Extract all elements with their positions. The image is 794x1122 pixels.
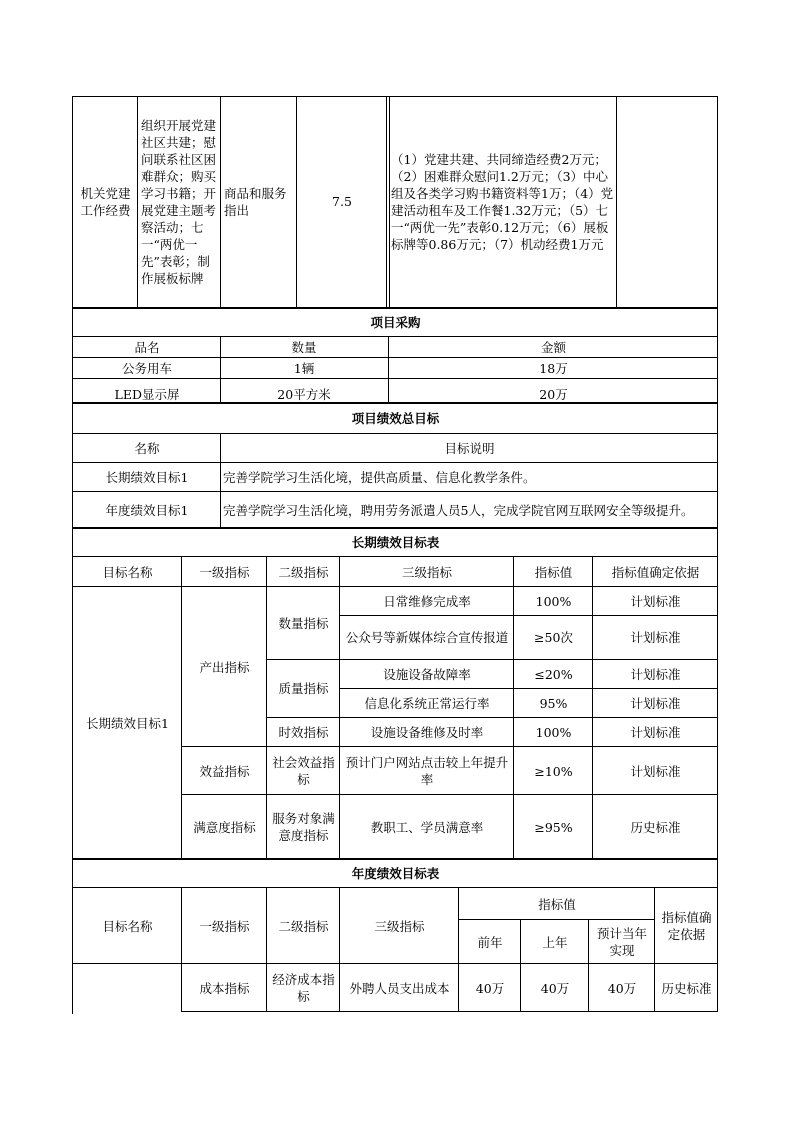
lt-level2: 社会效益指标 — [272, 755, 335, 787]
lt-level3: 设施设备故障率 — [383, 666, 471, 682]
an-level2: 经济成本指标 — [272, 972, 335, 1004]
lt-value: 100% — [535, 725, 572, 740]
an-header-level1: 一级指标 — [199, 918, 250, 934]
lt-value: 100% — [535, 594, 572, 609]
long-term-title: 长期绩效目标表 — [351, 535, 440, 550]
lt-basis: 计划标准 — [630, 666, 681, 682]
an-last: 40万 — [540, 980, 570, 996]
lt-value: ≤20% — [534, 666, 573, 682]
overall-row-name: 长期绩效目标1 — [105, 470, 189, 485]
lt-header-level3: 三级指标 — [401, 564, 452, 580]
lt-level3: 设施设备维修及时率 — [370, 725, 484, 740]
expense-content: 组织开展党建社区共建；慰问联系社区困难群众；购买学习书籍；开展党建主题考察活动；七一“两优一先”表彰；制作展板标牌 — [141, 117, 217, 286]
expense-category: 商品和服务指出 — [224, 185, 287, 218]
an-prev: 40万 — [475, 980, 505, 996]
lt-basis: 计划标准 — [630, 630, 681, 645]
an-level1: 成本指标 — [199, 980, 250, 996]
procurement-row-name: 公务用车 — [121, 361, 172, 376]
an-header-forecast: 预计当年实现 — [596, 926, 647, 958]
lt-level1: 满意度指标 — [193, 819, 256, 835]
lt-header-level1: 一级指标 — [199, 564, 250, 580]
procurement-header-qty: 数量 — [291, 340, 317, 355]
lt-header-level2: 二级指标 — [278, 564, 329, 580]
lt-level2: 质量指标 — [278, 681, 329, 696]
lt-level3: 信息化系统正常运行率 — [364, 696, 490, 711]
overall-row-desc: 完善学院学习生活化境，聘用劳务派遣人员5人，完成学院官网互联网安全等级提升。 — [223, 502, 694, 518]
procurement-row-name: LED显示屏 — [114, 386, 180, 402]
expense-amount: 7.5 — [332, 194, 352, 209]
expense-name: 机关党建工作经费 — [80, 185, 131, 218]
an-header-last: 上年 — [542, 934, 568, 950]
lt-level3: 日常维修完成率 — [383, 594, 471, 609]
lt-level2: 时效指标 — [278, 725, 329, 740]
overall-header-name: 名称 — [134, 441, 160, 456]
an-header-level3: 三级指标 — [374, 918, 425, 934]
an-header-level2: 二级指标 — [278, 918, 329, 934]
lt-value: ≥50次 — [534, 630, 573, 645]
lt-value: ≥10% — [534, 763, 573, 779]
an-basis: 历史标准 — [661, 980, 712, 996]
lt-level3: 公众号等新媒体综合宣传报道 — [345, 630, 509, 645]
procurement-header-amount: 金额 — [540, 340, 566, 355]
lt-header-value: 指标值 — [534, 564, 573, 580]
procurement-title: 项目采购 — [370, 314, 421, 330]
lt-level2: 数量指标 — [278, 615, 329, 631]
an-header-prev: 前年 — [477, 934, 503, 950]
lt-level1: 效益指标 — [199, 763, 250, 779]
lt-level1: 产出指标 — [199, 659, 250, 675]
overall-row-name: 年度绩效目标1 — [105, 502, 189, 518]
an-forecast: 40万 — [607, 980, 637, 996]
an-level3: 外聘人员支出成本 — [349, 980, 450, 996]
annual-title: 年度绩效目标表 — [351, 866, 440, 881]
lt-basis: 计划标准 — [630, 763, 681, 779]
procurement-row-qty: 20平方米 — [277, 386, 331, 402]
lt-value: ≥95% — [534, 819, 573, 835]
lt-basis: 计划标准 — [630, 725, 681, 740]
overall-row-desc: 完善学院学习生活化境，提供高质量、信息化教学条件。 — [223, 470, 536, 485]
lt-basis: 计划标准 — [630, 696, 681, 711]
lt-level2: 服务对象满意度指标 — [272, 811, 335, 843]
lt-header-basis: 指标值确定依据 — [611, 564, 700, 580]
expense-detail: （1）党建共建、共同缔造经费2万元；（2）困难群众慰问1.2万元；（3）中心组及各类学习购书籍资料等1万；（4）党建活动租车及工作餐1.32万元；（5）七一“两优一先”表彰0.12万元；（6）展板标牌等0.86万元；（7）机动经费1万元 — [391, 151, 614, 252]
an-header-value: 指标值 — [538, 896, 576, 912]
lt-level3: 预计门户网站点击较上年提升率 — [345, 755, 509, 787]
an-header-basis: 指标值确定依据 — [661, 910, 712, 942]
lt-goal-name: 长期绩效目标1 — [86, 715, 169, 731]
overall-header-desc: 目标说明 — [444, 441, 495, 456]
an-header-goal: 目标名称 — [102, 918, 153, 934]
procurement-row-amount: 18万 — [539, 361, 568, 376]
procurement-row-qty: 1辆 — [293, 361, 315, 376]
procurement-row-amount: 20万 — [539, 386, 568, 402]
lt-header-goal: 目标名称 — [102, 564, 153, 580]
lt-basis: 历史标准 — [630, 819, 681, 835]
overall-goals-title: 项目绩效总目标 — [351, 411, 440, 426]
lt-value: 95% — [539, 696, 568, 711]
procurement-header-name: 品名 — [134, 340, 160, 355]
lt-level3: 教职工、学员满意率 — [370, 819, 484, 835]
lt-basis: 计划标准 — [630, 594, 681, 609]
